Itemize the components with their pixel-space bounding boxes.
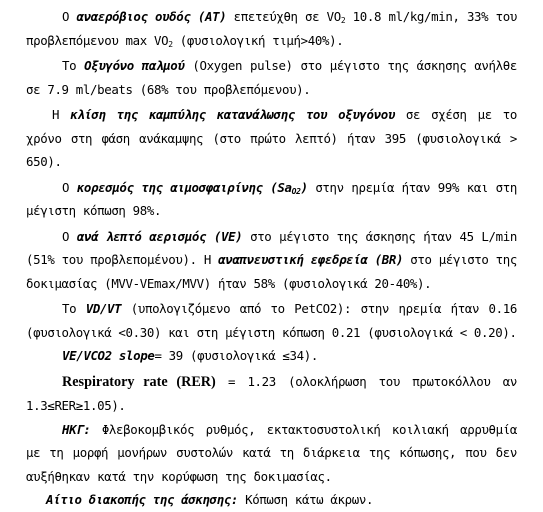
text: Το bbox=[62, 301, 86, 316]
text: Ο bbox=[62, 228, 77, 244]
subscript: 2 bbox=[340, 16, 346, 25]
text: = 1.23 (ολοκλήρωση του πρωτοκόλλου αν 1.3≤RER≥1.05). bbox=[26, 373, 517, 413]
text: Η bbox=[52, 107, 71, 122]
text: (φυσιολογική τιμή>40%). bbox=[172, 32, 344, 48]
text: Φλεβοκομβικός ρυθμός, εκτακτοσυστολική κοιλιακή αρρυθμία με τη μορφή μονήρων συστολών κατά τη διάρκεια της κόπωσης, που δεν αυξήθηκαν κατά την κορύφωση της δοκιμασίας. bbox=[26, 421, 517, 484]
text: στο μέγιστο της άσκησης ήταν 45 L/min (51% του προβλεπομένου). Η bbox=[26, 228, 517, 267]
ve-vco2-paragraph bbox=[26, 344, 517, 368]
termination-cause-paragraph bbox=[26, 488, 517, 512]
term-vd-vt: VD/VT bbox=[85, 301, 122, 316]
text: στο μέγιστο της δοκιμασίας (MVV-VEmax/MVV) ήταν 58% (φυσιολογικά 20-40%). bbox=[26, 252, 518, 291]
term-saturation-close: ) bbox=[300, 179, 308, 195]
ecg-paragraph bbox=[26, 418, 517, 489]
subscript: O2 bbox=[291, 186, 301, 196]
text: Το bbox=[62, 58, 85, 73]
term-termination-cause: Αίτιο διακοπής της άσκησης: bbox=[46, 492, 238, 507]
term-oxygen-slope: κλίση της καμπύλης κατανάλωσης του οξυγόνου bbox=[70, 107, 395, 122]
text: Ο bbox=[62, 9, 77, 24]
term-respiratory-rate: Respiratory rate (RER) bbox=[62, 373, 216, 390]
term-anaerobic-threshold: αναερόβιος ουδός (ΑΤ) bbox=[76, 9, 227, 24]
term-ecg: ΗΚΓ: bbox=[62, 421, 91, 437]
respiratory-rate-paragraph bbox=[26, 370, 517, 418]
ventilation-paragraph bbox=[26, 225, 517, 296]
text: στην ηρεμία ήταν 99% και στη μέγιστη κόπωση 98%. bbox=[26, 179, 518, 218]
text: επετεύχθη σε VO bbox=[226, 9, 341, 24]
term-oxygen-pulse: Οξυγόνο παλμού bbox=[84, 58, 185, 73]
vd-vt-paragraph bbox=[26, 297, 517, 344]
anaerobic-threshold-paragraph bbox=[26, 5, 517, 52]
oxygen-pulse-paragraph bbox=[26, 54, 517, 101]
term-minute-ventilation: ανά λεπτό αερισμός (VE) bbox=[76, 228, 243, 244]
text: 10.8 ml/kg/min, 33% του προβλεπόμενου max VO bbox=[26, 9, 517, 48]
saturation-paragraph bbox=[26, 176, 517, 223]
text: Κόπωση κάτω άκρων. bbox=[237, 492, 374, 507]
term-ve-vco2-slope: VE/VCO2 slope bbox=[62, 348, 155, 363]
text: σε σχέση με το χρόνο στη φάση ανάκαμψης (στο πρώτο λεπτό) ήταν 395 (φυσιολογικά > 650). bbox=[26, 107, 517, 169]
text: (υπολογιζόμενο από το PetCO2): στην ηρεμία ήταν 0.16 (φυσιολογικά <0.30) και στη μέγιστη κόπωση 0.21 (φυσιολογικά < 0.20). bbox=[26, 301, 517, 340]
text: Ο bbox=[62, 179, 77, 195]
term-breathing-reserve: αναπνευστική εφεδρεία (BR) bbox=[218, 252, 404, 267]
subscript: 2 bbox=[168, 39, 173, 49]
text: (Oxygen pulse) στο μέγιστο της άσκησης ανήλθε σε 7.9 ml/beats (68% του προβλεπόμενου). bbox=[26, 58, 517, 97]
text: = 39 (φυσιολογικά ≤34). bbox=[154, 348, 318, 363]
oxygen-slope-paragraph bbox=[26, 103, 517, 174]
term-saturation: κορεσμός της αιμοσφαιρίνης (Sa bbox=[76, 179, 292, 195]
